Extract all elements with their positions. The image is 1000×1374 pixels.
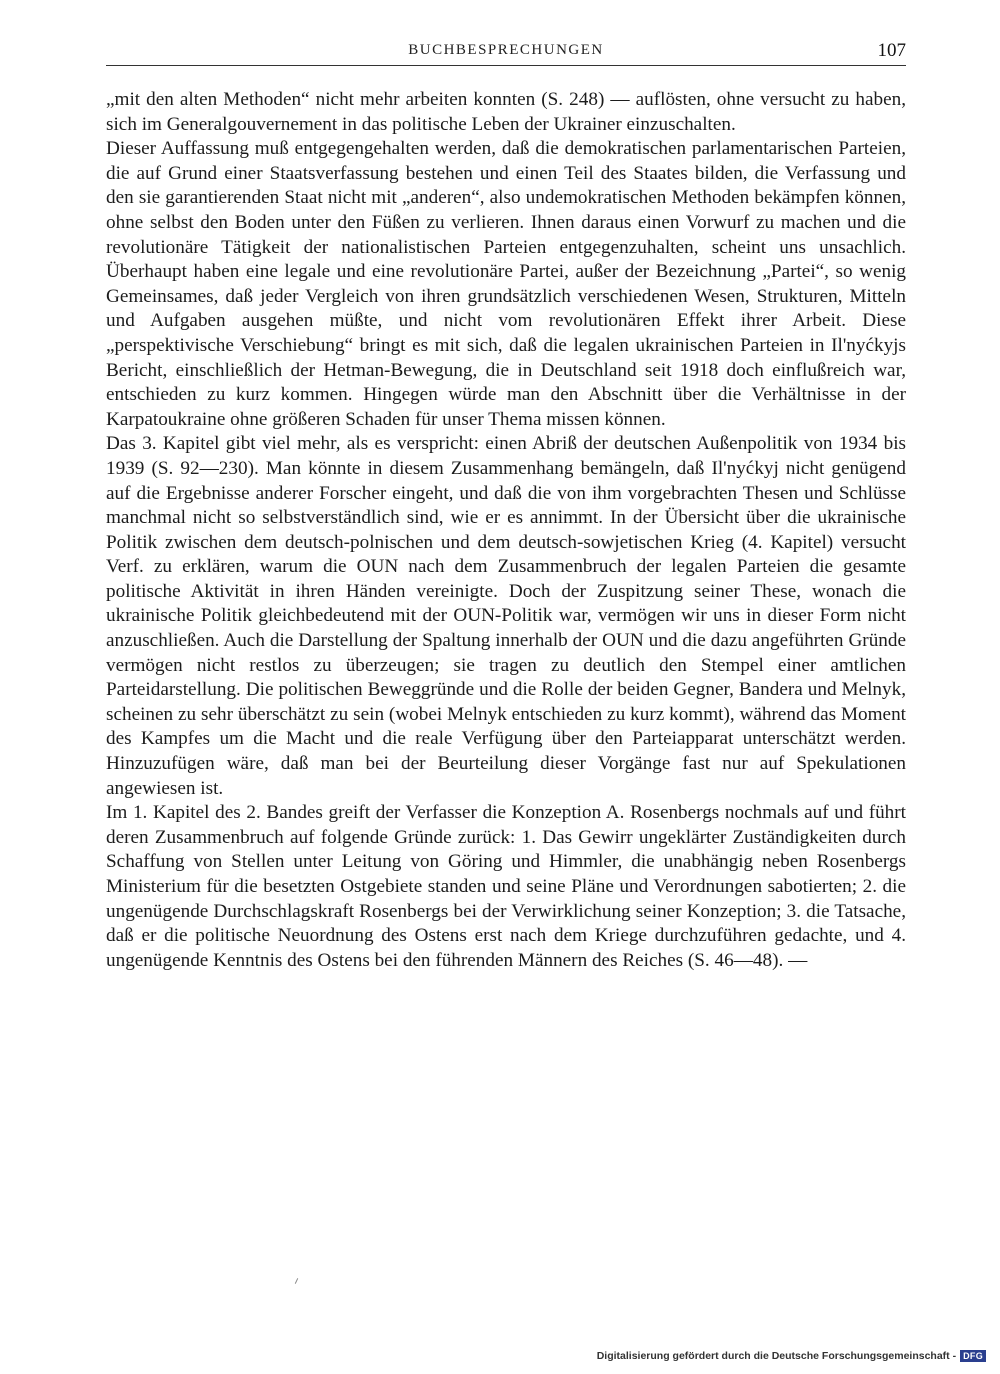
paragraph-3: Das 3. Kapitel gibt viel mehr, als es verspricht: einen Abriß der deutschen Außenpolitik von 1934 bis 1939 (S. 92—230). Man könnte in diesem Zusammenhang bemängeln, daß Il'nyćkyj nicht genügend auf die Ergebnisse anderer Forscher eingeht, und daß die von ihm vorgebrachten Thesen und Schlüsse manchmal nicht so selbstverständlich sind, wie er es annimmt. In der Übersicht über die ukrainische Politik zwischen dem deutsch-polnischen und dem deutsch-sowjetischen Krieg (4. Kapitel) versucht Verf. zu erklären, warum die OUN nach dem Zusammenbruch der legalen Parteien die gesamte politische Aktivität in ihren Händen vereinigte. Doch der Zuspitzung seiner These, wonach die ukrainische Politik gleichbedeutend mit der OUN-Politik war, vermögen wir uns in dieser Form nicht anzuschließen. Auch die Darstellung der Spaltung innerhalb der OUN und die dazu angeführten Gründe vermögen nicht restlos zu überzeugen; sie tragen zu deutlich den Stempel einer amtlichen Parteidarstellung. Die politischen Beweggründe und die Rolle der beiden Gegner, Bandera und Melnyk, scheinen zu sehr überschätzt zu sein (wobei Melnyk entschieden zu kurz kommt), während das Moment des Kampfes um die Macht und die reale Verfügung über den Parteiapparat unterschätzt werden. Hinzuzufügen wäre, daß man bei der Beurteilung dieser Vorgänge fast nur auf Spekulationen angewiesen ist. [106,433,906,799]
running-header [106,40,906,68]
section-title: BUCHBESPRECHUNGEN [408,42,604,58]
header-rule [106,65,906,66]
paragraph-4: Im 1. Kapitel des 2. Bandes greift der Verfasser die Konzeption A. Rosenbergs nochmals auf und führt deren Zusammenbruch auf folgende Gründe zurück: 1. Das Gewirr ungeklärter Zuständigkeiten durch Schaffung von Stellen unter Leitung von Göring und Himmler, die unabhängig neben Rosenbergs Ministerium für die besetzten Ostgebiete standen und seine Pläne und Verordnungen sabotierten; 2. die ungenügende Durchschlagskraft Rosenbergs bei der Verwirklichung seiner Konzeption; 3. die Tatsache, daß er die politische Neuordnung des Ostens erst nach dem Kriege durchzuführen gedachte, und 4. ungenügende Kenntnis des Ostens bei den führenden Männern des Reiches (S. 46—48). — [106,802,906,971]
body-text [106,88,906,1268]
scan-speck [295,1278,298,1284]
page-number: 107 [877,40,906,61]
paragraph-1: „mit den alten Methoden“ nicht mehr arbeiten konnten (S. 248) — auflösten, ohne versucht zu haben, sich im Generalgouvernement in das politische Leben der Ukrainer einzuschalten. [106,89,906,135]
footer-text: Digitalisierung gefördert durch die Deutsche Forschungsgemeinschaft - [596,1350,957,1362]
dfg-logo: DFG [960,1350,986,1362]
paragraph-2: Dieser Auffassung muß entgegengehalten werden, daß die demokratischen parlamentarischen Parteien, die auf Grund einer Staatsverfassung bestehen und einen Teil des Staates bilden, die Verfassung und den sie garantierenden Staat nicht mit „anderen“, also undemokratischen Methoden bekämpfen können, ohne selbst den Boden unter den Füßen zu verlieren. Ihnen daraus einen Vorwurf zu machen und die revolutionäre Tätigkeit der nationalistischen Parteien entgegenzuhalten, scheint uns unsachlich. Überhaupt haben eine legale und eine revolutionäre Partei, außer der Bezeichnung „Partei“, so wenig Gemeinsames, daß jeder Vergleich von ihren grundsätzlich verschiedenen Wesen, Strukturen, Mitteln und Aufgaben ausgehen müßte, und nicht vom revolutionären Effekt ihrer Arbeit. Diese „perspektivische Verschiebung“ bringt es mit sich, daß die legalen ukrainischen Parteien in Il'nyćkyjs Bericht, einschließlich der Hetman-Bewegung, die in Deutschland seit 1918 doch einflußreich war, entschieden zu kurz kommen. Hingegen würde man den Abschnitt über die Verhältnisse in der Karpatoukraine ohne größeren Schaden für unser Thema missen können. [106,138,906,430]
digitization-footer [597,1348,986,1364]
